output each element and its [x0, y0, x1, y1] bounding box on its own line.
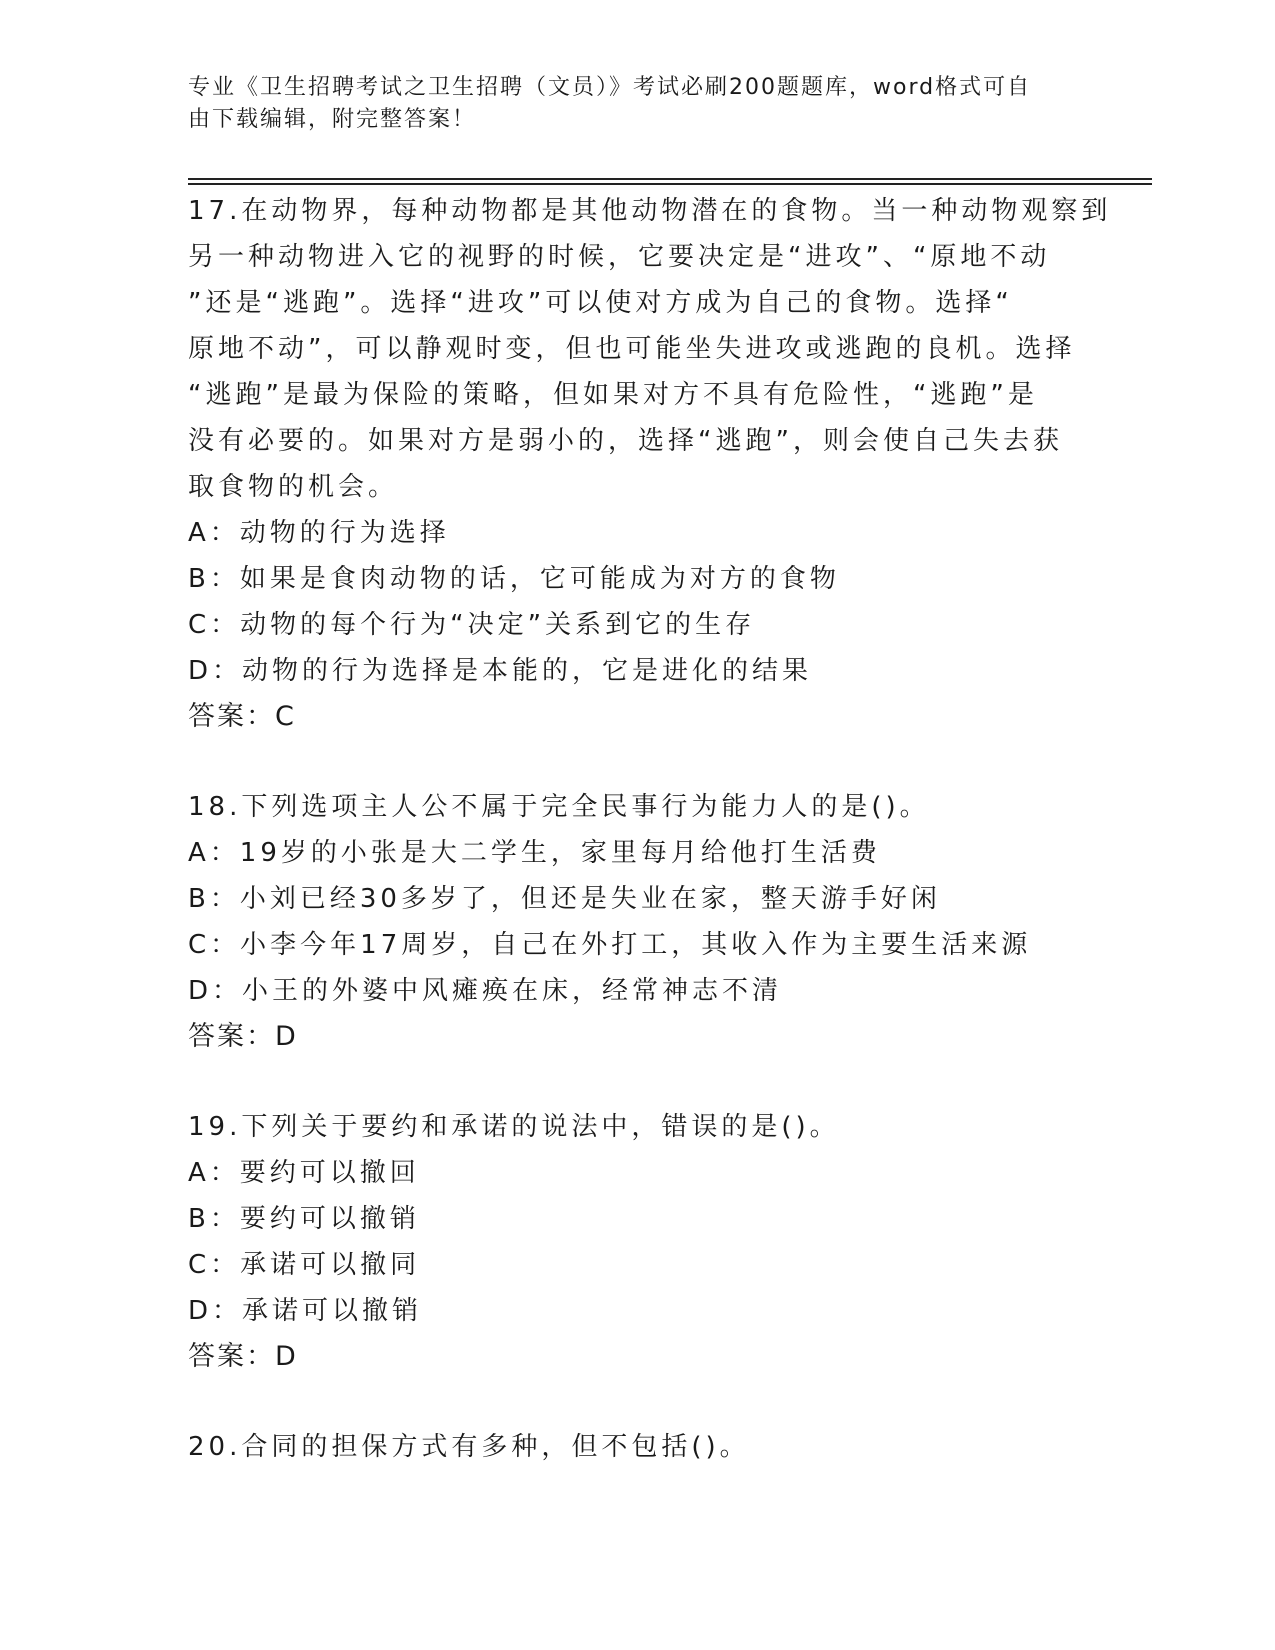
- spacer: [188, 1060, 1088, 1104]
- question-text-line: “逃跑”是最为保险的策略，但如果对方不具有危险性，“逃跑”是: [188, 380, 1038, 410]
- answer-line: 答案：C: [188, 701, 296, 732]
- option-d: D：动物的行为选择是本能的，它是进化的结果: [188, 656, 813, 686]
- question-20: [188, 1424, 1088, 1470]
- header-line: 由下载编辑，附完整答案！: [188, 107, 477, 132]
- option-a: A：19岁的小张是大二学生，家里每月给他打生活费: [188, 838, 881, 868]
- question-text-line: 17.在动物界，每种动物都是其他动物潜在的食物。当一种动物观察到: [188, 196, 1112, 226]
- answer-line: 答案：D: [188, 1021, 298, 1052]
- header-rule-bottom: [188, 183, 1152, 185]
- question-text-line: ”还是“逃跑”。选择“进攻”可以使对方成为自己的食物。选择“: [188, 288, 1013, 318]
- header-rule-top: [188, 178, 1152, 180]
- option-c: C：承诺可以撤同: [188, 1250, 421, 1280]
- question-text-line: 没有必要的。如果对方是弱小的，选择“逃跑”，则会使自己失去获: [188, 426, 1063, 456]
- question-list: [188, 188, 1112, 1470]
- question-text-line: 原地不动”，可以静观时变，但也可能坐失进攻或逃跑的良机。选择: [188, 334, 1076, 364]
- option-b: B：要约可以撤销: [188, 1204, 420, 1234]
- option-a: A：要约可以撤回: [188, 1158, 420, 1188]
- question-text-line: 20.合同的担保方式有多种，但不包括()。: [188, 1432, 750, 1462]
- question-text-line: 18.下列选项主人公不属于完全民事行为能力人的是()。: [188, 792, 930, 822]
- question-17: [188, 188, 1112, 740]
- question-text-line: 另一种动物进入它的视野的时候，它要决定是“进攻”、“原地不动: [188, 242, 1051, 272]
- option-d: D：小王的外婆中风瘫痪在床，经常神志不清: [188, 976, 783, 1006]
- question-text-line: 取食物的机会。: [188, 472, 399, 502]
- question-18: [188, 784, 1088, 1060]
- answer-line: 答案：D: [188, 1341, 298, 1372]
- option-d: D：承诺可以撤销: [188, 1296, 423, 1326]
- spacer: [188, 740, 1088, 784]
- spacer: [188, 1380, 1088, 1424]
- document-header: [188, 72, 1068, 136]
- question-19: [188, 1104, 1088, 1380]
- header-line: 专业《卫生招聘考试之卫生招聘（文员）》考试必刷200题题库，word格式可自: [188, 75, 1032, 100]
- option-c: C：动物的每个行为“决定”关系到它的生存: [188, 610, 756, 640]
- option-a: A：动物的行为选择: [188, 518, 450, 548]
- question-text-line: 19.下列关于要约和承诺的说法中，错误的是()。: [188, 1112, 840, 1142]
- option-c: C：小李今年17周岁，自己在外打工，其收入作为主要生活来源: [188, 930, 1032, 960]
- option-b: B：如果是食肉动物的话，它可能成为对方的食物: [188, 564, 840, 594]
- option-b: B：小刘已经30多岁了，但还是失业在家，整天游手好闲: [188, 884, 941, 914]
